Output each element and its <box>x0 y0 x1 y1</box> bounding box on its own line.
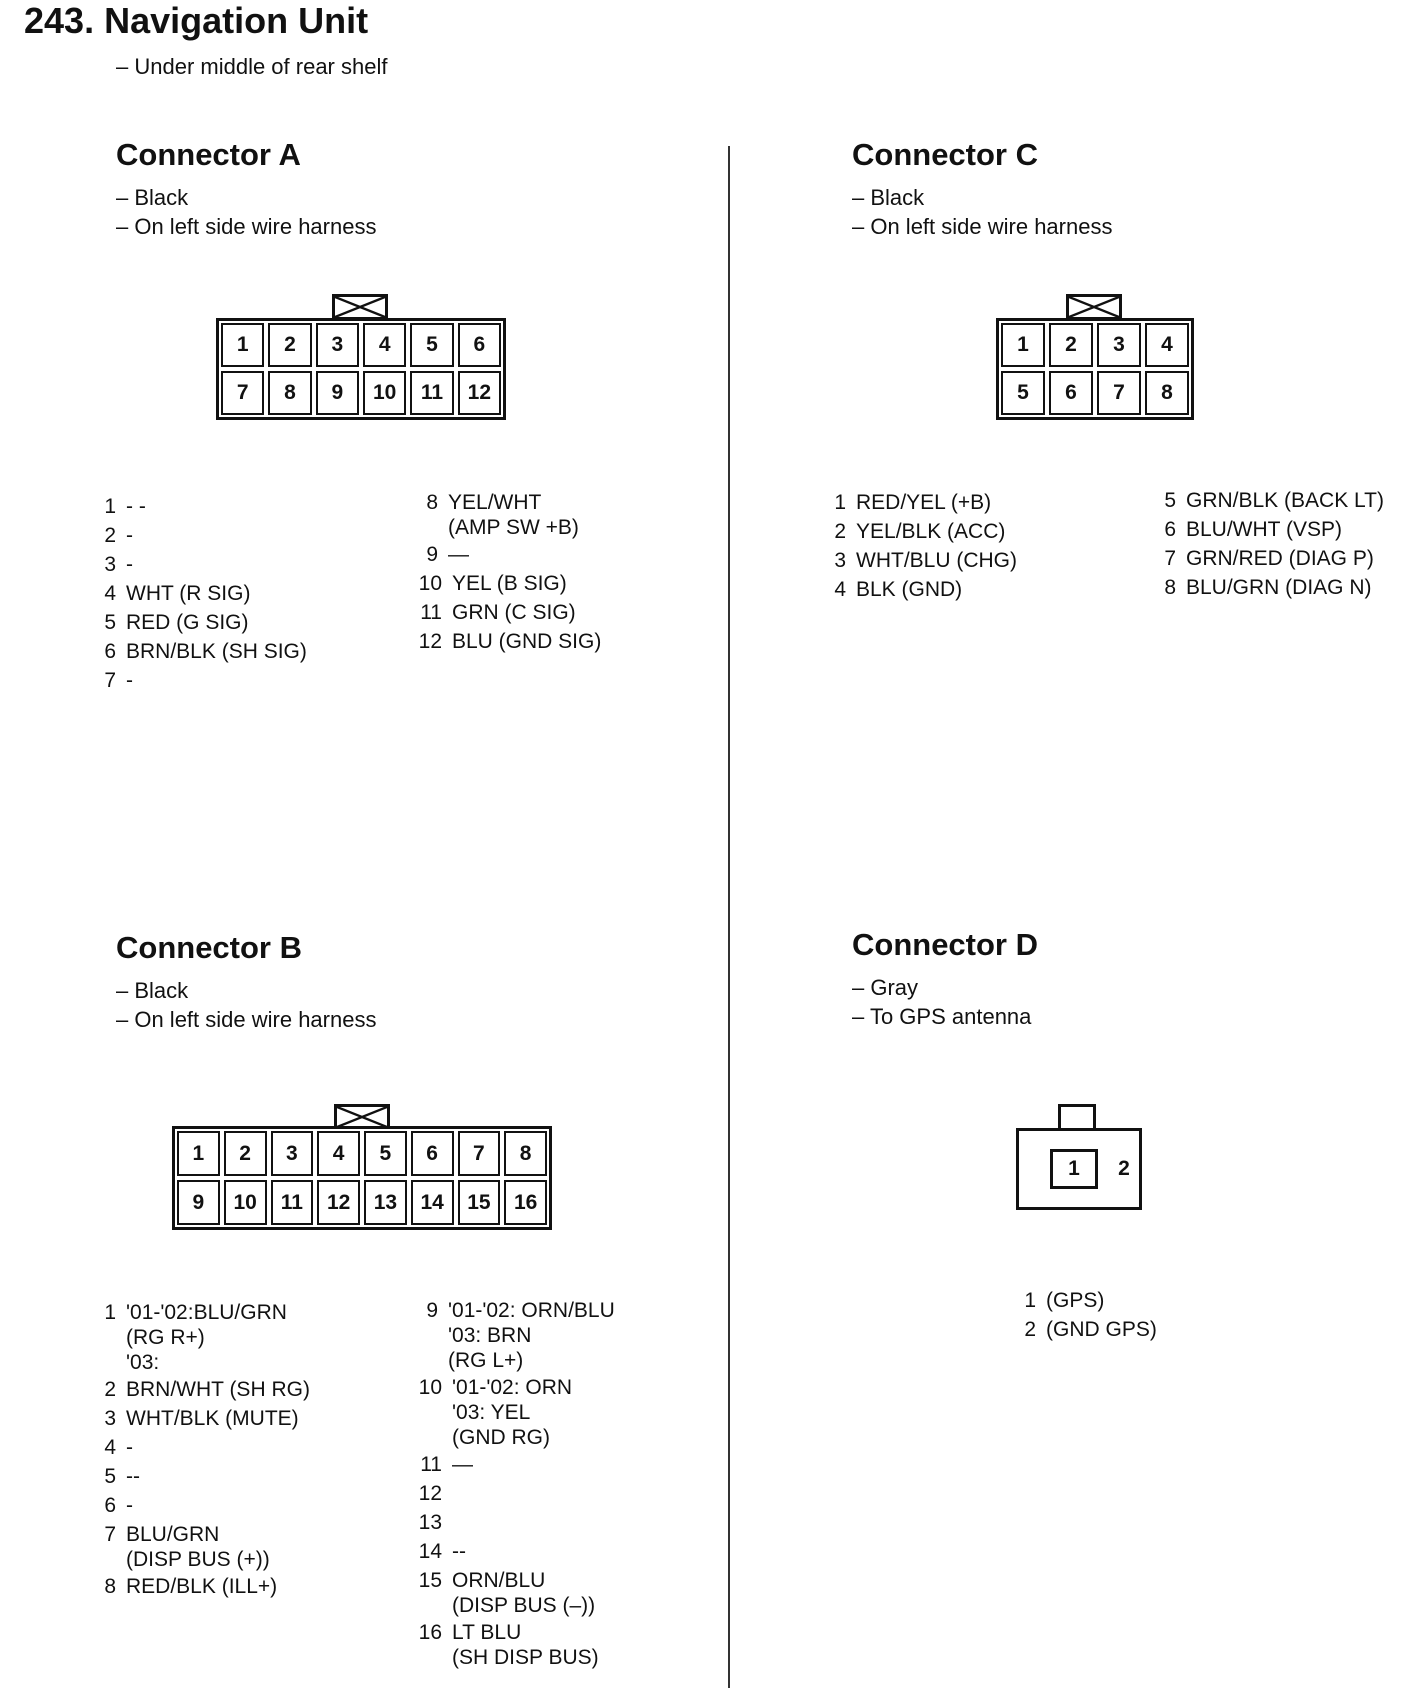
connector-a-cell: 2 <box>268 323 311 367</box>
pin-wire-description: BRN/WHT (SH RG) <box>126 1378 310 1401</box>
pin-wire-description: GRN/BLK (BACK LT) <box>1186 489 1384 512</box>
connector-b-cell: 14 <box>411 1180 454 1225</box>
connector-a-title: Connector A <box>116 137 301 172</box>
pin-wire-description: BLU/GRN (DIAG N) <box>1186 576 1372 599</box>
pin-entry <box>90 1298 310 1375</box>
connector-a-cell: 6 <box>458 323 501 367</box>
connector-d-pin-2: 2 <box>1118 1157 1130 1180</box>
connector-d-pin-1: 1 <box>1050 1149 1098 1189</box>
pin-number: 6 <box>104 640 116 663</box>
pin-entry <box>1010 1315 1157 1344</box>
connector-d-color: – Gray <box>852 975 919 1000</box>
pin-entry <box>412 1479 615 1508</box>
connector-c-cell: 7 <box>1097 371 1141 415</box>
pin-wire-description: ORN/BLU (DISP BUS (–)) <box>452 1569 596 1617</box>
connector-a-latch <box>332 294 388 320</box>
pin-entry <box>820 546 1017 575</box>
connector-a-pin-grid <box>216 318 506 420</box>
pin-wire-description: GRN (C SIG) <box>452 601 576 624</box>
pin-number: 15 <box>418 1569 442 1592</box>
pin-wire-description: GRN/RED (DIAG P) <box>1186 547 1374 570</box>
pin-entry <box>90 1462 310 1491</box>
pin-wire-description: WHT (R SIG) <box>126 582 251 605</box>
pin-number: 1 <box>104 495 116 518</box>
connector-c-location: – On left side wire harness <box>852 214 1113 239</box>
connector-d-diagram <box>1016 1104 1142 1208</box>
pin-number: 6 <box>104 1494 116 1517</box>
connector-a-cell: 12 <box>458 371 501 415</box>
connector-a-notes <box>116 183 376 241</box>
pin-number: 12 <box>418 1482 442 1505</box>
pin-wire-description: -- <box>126 1465 140 1488</box>
pin-entry <box>90 1375 310 1404</box>
pin-wire-description: BLU/GRN (DISP BUS (+)) <box>126 1523 270 1571</box>
connector-b-notes <box>116 976 376 1034</box>
connector-c-cell: 4 <box>1145 323 1189 367</box>
connector-a-cell: 1 <box>221 323 264 367</box>
pin-number: 16 <box>418 1621 442 1644</box>
pin-number: 8 <box>104 1575 116 1598</box>
page-title: 243. Navigation Unit <box>24 0 369 41</box>
pin-wire-description: YEL (B SIG) <box>452 572 567 595</box>
pin-wire-description: RED (G SIG) <box>126 611 249 634</box>
connector-d-notes <box>852 973 1031 1031</box>
connector-a-cell: 7 <box>221 371 264 415</box>
connector-a-cell: 5 <box>410 323 453 367</box>
connector-d-pin-list <box>1010 1286 1157 1344</box>
connector-c-cell: 6 <box>1049 371 1093 415</box>
pin-number: 11 <box>420 1453 442 1476</box>
pin-number: 4 <box>104 1436 116 1459</box>
connector-c-notes <box>852 183 1112 241</box>
pin-entry <box>1150 486 1384 515</box>
connector-c-color: – Black <box>852 185 925 210</box>
pin-entry <box>90 579 307 608</box>
connector-c-latch <box>1066 294 1122 320</box>
connector-b-cell: 16 <box>504 1180 547 1225</box>
pin-entry <box>90 550 307 579</box>
pin-wire-description: (GPS) <box>1046 1289 1105 1312</box>
pin-wire-description: -- <box>452 1540 466 1563</box>
pin-entry <box>90 521 307 550</box>
connector-c-cell: 3 <box>1097 323 1141 367</box>
pin-number: 6 <box>1164 518 1176 541</box>
connector-a-cell: 4 <box>363 323 406 367</box>
pin-number: 13 <box>418 1511 442 1534</box>
pin-wire-description: WHT/BLU (CHG) <box>856 549 1017 572</box>
pin-entry <box>412 1373 615 1450</box>
connector-b-cell: 6 <box>411 1131 454 1176</box>
connector-c-pin-list-right <box>1150 486 1384 602</box>
pin-entry <box>412 1450 615 1479</box>
connector-b-cell: 9 <box>177 1180 220 1225</box>
pin-entry <box>820 488 1017 517</box>
connector-b-cell: 15 <box>458 1180 501 1225</box>
pin-number: 1 <box>1024 1289 1036 1312</box>
connector-a-cell: 9 <box>316 371 359 415</box>
pin-entry <box>90 1491 310 1520</box>
pin-number: 8 <box>426 491 438 514</box>
connector-a-cell: 11 <box>410 371 453 415</box>
pin-number: 1 <box>834 491 846 514</box>
pin-number: 10 <box>418 1376 442 1399</box>
connector-c-cell: 5 <box>1001 371 1045 415</box>
pin-entry <box>412 1566 615 1618</box>
pin-wire-description: '01-'02: ORN/BLU '03: BRN (RG L+) <box>448 1299 615 1372</box>
pin-number: 5 <box>104 611 116 634</box>
pin-number: 9 <box>426 1299 438 1322</box>
pin-wire-description: LT BLU (SH DISP BUS) <box>452 1621 599 1669</box>
connector-b-cell: 13 <box>364 1180 407 1225</box>
connector-b-title: Connector B <box>116 930 302 965</box>
pin-number: 9 <box>426 543 438 566</box>
pin-wire-description: - <box>126 1494 133 1517</box>
connector-a-pin-list-right <box>412 488 601 656</box>
connector-c-title: Connector C <box>852 137 1038 172</box>
connector-a-location: – On left side wire harness <box>116 214 377 239</box>
connector-d-latch <box>1058 1104 1096 1130</box>
connector-b-color: – Black <box>116 978 189 1003</box>
pin-number: 10 <box>418 572 442 595</box>
pin-number: 1 <box>104 1301 116 1324</box>
pin-number: 4 <box>834 578 846 601</box>
pin-entry <box>1150 544 1384 573</box>
pin-entry <box>1010 1286 1157 1315</box>
connector-b-pin-list-right <box>412 1296 615 1670</box>
pin-number: 3 <box>834 549 846 572</box>
pin-number: 2 <box>104 1378 116 1401</box>
connector-b-pin-grid <box>172 1126 552 1230</box>
connector-a-cell: 10 <box>363 371 406 415</box>
pin-wire-description: BLU/WHT (VSP) <box>1186 518 1342 541</box>
connector-c-cell: 8 <box>1145 371 1189 415</box>
connector-c-pin-list-left <box>820 488 1017 604</box>
pin-number: 14 <box>418 1540 442 1563</box>
page-subtitle: – Under middle of rear shelf <box>116 54 388 79</box>
pin-wire-description: — <box>448 543 469 566</box>
pin-entry <box>90 1404 310 1433</box>
pin-wire-description: - <box>126 1436 133 1459</box>
pin-wire-description: RED/BLK (ILL+) <box>126 1575 278 1598</box>
pin-number: 5 <box>104 1465 116 1488</box>
connector-b-cell: 4 <box>317 1131 360 1176</box>
pin-wire-description: WHT/BLK (MUTE) <box>126 1407 299 1430</box>
pin-number: 4 <box>104 582 116 605</box>
pin-number: 12 <box>418 630 442 653</box>
connector-a-pin-list-left <box>90 492 307 695</box>
pin-wire-description: '01-'02:BLU/GRN (RG R+) '03: <box>126 1301 287 1374</box>
connector-c-pin-grid <box>996 318 1194 420</box>
connector-b-cell: 2 <box>224 1131 267 1176</box>
pin-entry <box>412 540 601 569</box>
connector-d-title: Connector D <box>852 927 1038 962</box>
pin-number: 2 <box>834 520 846 543</box>
connector-b-cell: 3 <box>271 1131 314 1176</box>
pin-entry <box>90 637 307 666</box>
pin-number: 2 <box>104 524 116 547</box>
pin-wire-description: YEL/WHT (AMP SW +B) <box>448 491 579 539</box>
connector-c-cell: 2 <box>1049 323 1093 367</box>
pin-wire-description: YEL/BLK (ACC) <box>856 520 1006 543</box>
pin-entry <box>90 1572 310 1601</box>
pin-entry <box>412 488 601 540</box>
pin-entry <box>1150 515 1384 544</box>
connector-b-cell: 8 <box>504 1131 547 1176</box>
connector-a-cell: 3 <box>316 323 359 367</box>
pin-entry <box>90 492 307 521</box>
pin-number: 2 <box>1024 1318 1036 1341</box>
pin-wire-description: '01-'02: ORN '03: YEL (GND RG) <box>452 1376 573 1449</box>
pin-entry <box>90 608 307 637</box>
pin-wire-description: - <box>126 553 133 576</box>
pin-wire-description: (GND GPS) <box>1046 1318 1157 1341</box>
pin-number: 11 <box>420 601 442 624</box>
connector-b-cell: 11 <box>271 1180 314 1225</box>
connector-a-color: – Black <box>116 185 189 210</box>
pin-number: 3 <box>104 1407 116 1430</box>
pin-wire-description: RED/YEL (+B) <box>856 491 992 514</box>
pin-entry <box>412 1537 615 1566</box>
pin-entry <box>90 1520 310 1572</box>
pin-wire-description: BLK (GND) <box>856 578 963 601</box>
pin-entry <box>90 666 307 695</box>
connector-b-pin-list-left <box>90 1298 310 1601</box>
pin-entry <box>412 1508 615 1537</box>
pin-entry <box>820 575 1017 604</box>
pin-wire-description: BLU (GND SIG) <box>452 630 602 653</box>
pin-entry <box>820 517 1017 546</box>
pin-wire-description: - - <box>126 495 146 518</box>
pin-number: 7 <box>1164 547 1176 570</box>
pin-wire-description: — <box>452 1453 473 1476</box>
pin-number: 5 <box>1164 489 1176 512</box>
pin-wire-description: BRN/BLK (SH SIG) <box>126 640 307 663</box>
pin-wire-description: - <box>126 524 133 547</box>
pin-number: 8 <box>1164 576 1176 599</box>
pin-entry <box>412 627 601 656</box>
connector-b-cell: 10 <box>224 1180 267 1225</box>
pin-entry <box>90 1433 310 1462</box>
connector-b-location: – On left side wire harness <box>116 1007 377 1032</box>
pin-number: 3 <box>104 553 116 576</box>
pin-entry <box>412 569 601 598</box>
column-divider <box>728 146 730 1688</box>
connector-b-cell: 1 <box>177 1131 220 1176</box>
connector-d-location: – To GPS antenna <box>852 1004 1032 1029</box>
pin-number: 7 <box>104 1523 116 1546</box>
connector-a-cell: 8 <box>268 371 311 415</box>
pin-number: 7 <box>104 669 116 692</box>
pin-entry <box>412 1296 615 1373</box>
pin-wire-description: - <box>126 669 133 692</box>
connector-b-cell: 5 <box>364 1131 407 1176</box>
connector-b-cell: 12 <box>317 1180 360 1225</box>
connector-b-cell: 7 <box>458 1131 501 1176</box>
pin-entry <box>412 598 601 627</box>
pin-entry <box>1150 573 1384 602</box>
pin-entry <box>412 1618 615 1670</box>
connector-c-cell: 1 <box>1001 323 1045 367</box>
